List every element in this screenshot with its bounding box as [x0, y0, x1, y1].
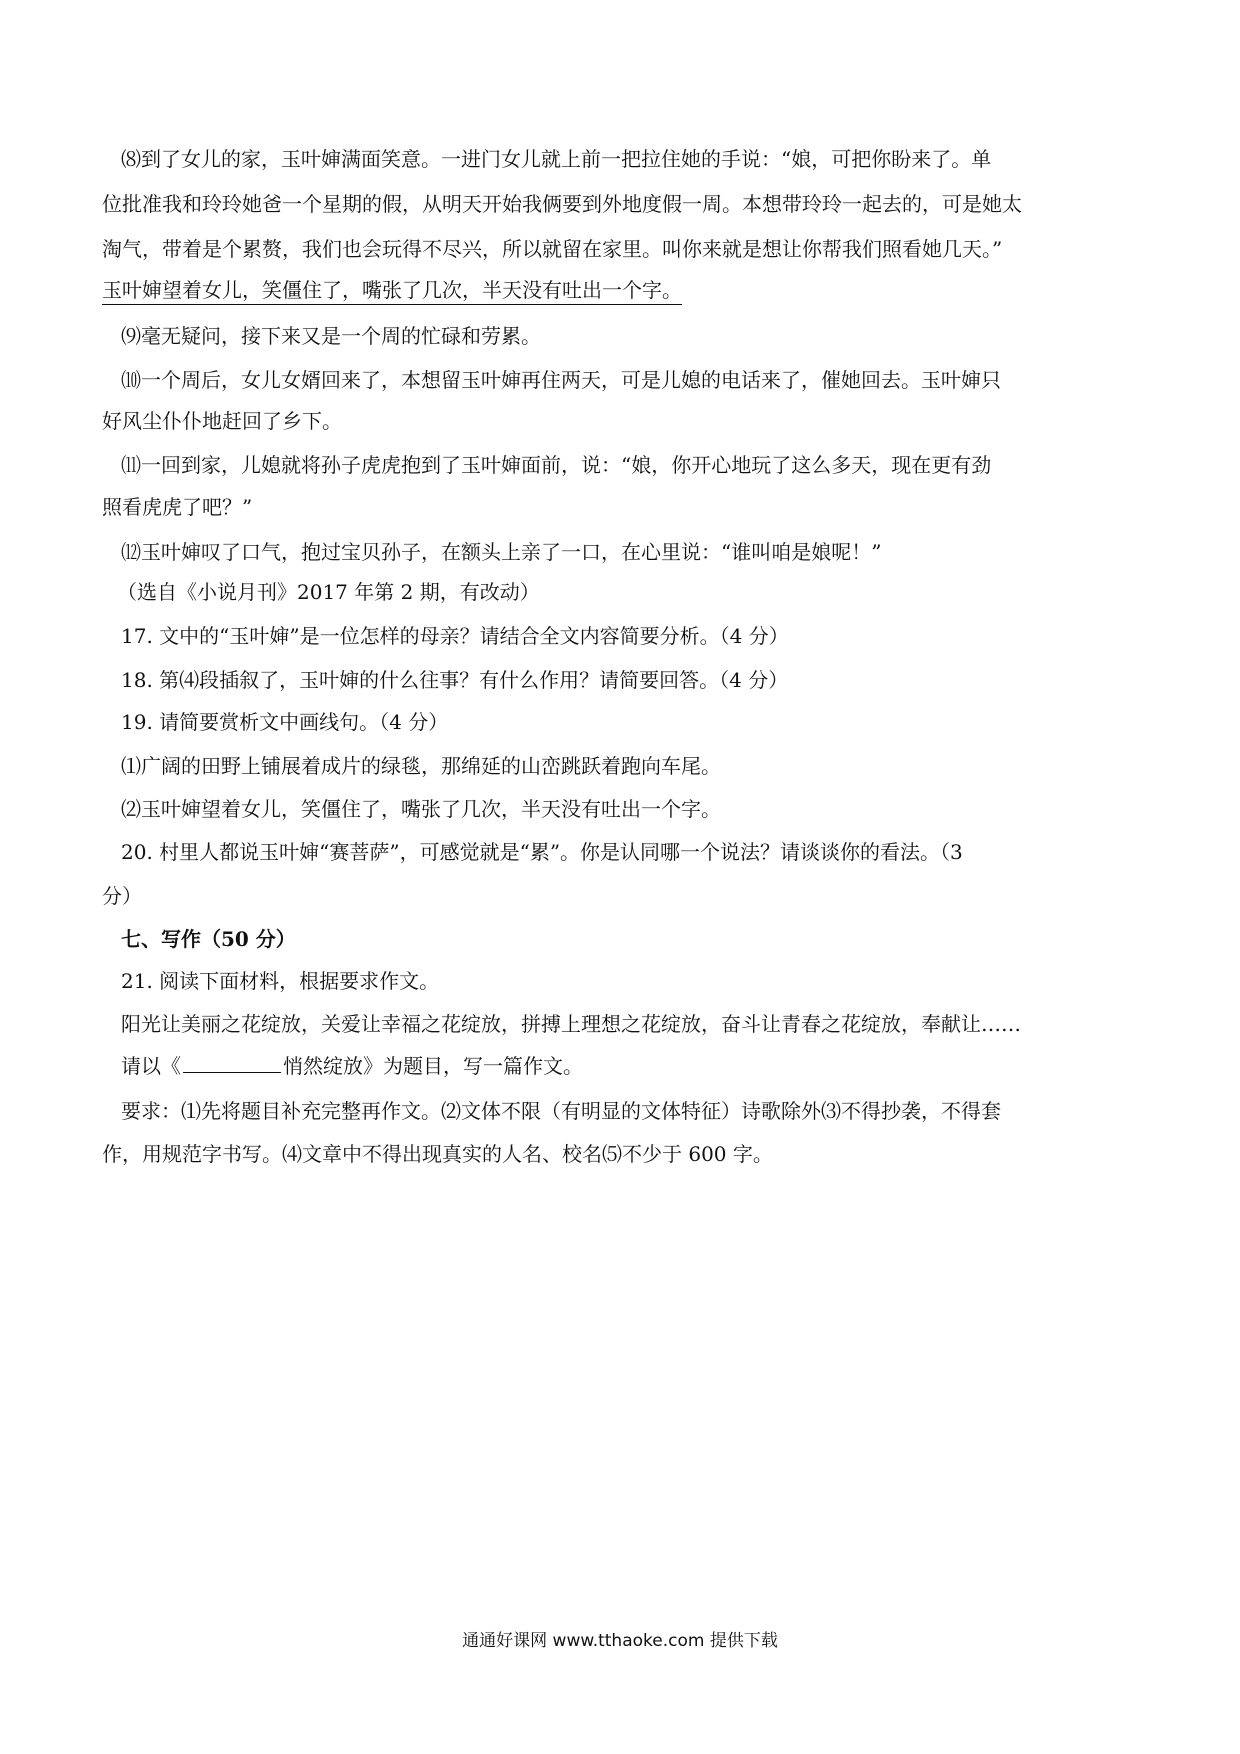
- footer-watermark: 通通好课网 www.tthaoke.com 提供下载: [462, 1631, 778, 1651]
- paragraph-12: ⑿玉叶婶叹了口气，抱过宝贝孙子，在额头上亲了一口，在心里说：“谁叫咱是娘呢！”: [121, 540, 882, 564]
- paragraph-10-line-1: ⑽一个周后，女儿女婿回来了，本想留玉叶婶再住两天，可是儿媳的电话来了，催她回去。玉叶婶只: [121, 368, 1001, 392]
- question-19: 19. 请简要赏析文中画线句。（4 分）: [121, 710, 449, 734]
- essay-prompt: [121, 1052, 583, 1080]
- paragraph-9: ⑼毫无疑问，接下来又是一个周的忙碌和劳累。: [121, 324, 541, 348]
- paragraph-10-line-2: 好风尘仆仆地赶回了乡下。: [102, 409, 342, 433]
- source-note: （选自《小说月刊》2017 年第 2 期，有改动）: [117, 580, 540, 604]
- paragraph-8-line-1: ⑻到了女儿的家，玉叶婶满面笑意。一进门女儿就上前一把拉住她的手说：“娘，可把你盼来了。单: [121, 147, 992, 171]
- underlined-sentence: [102, 276, 682, 304]
- underlined-sentence-text: 玉叶婶望着女儿，笑僵住了，嘴张了几次，半天没有吐出一个字。: [102, 278, 682, 305]
- question-19-item-2: ⑵玉叶婶望着女儿，笑僵住了，嘴张了几次，半天没有吐出一个字。: [121, 797, 721, 821]
- paragraph-8-line-2: 位批准我和玲玲她爸一个星期的假，从明天开始我俩要到外地度假一周。本想带玲玲一起去的，可是她太: [102, 192, 1022, 216]
- paragraph-11-line-2: 照看虎虎了吧？”: [102, 495, 253, 519]
- essay-material: 阳光让美丽之花绽放，关爱让幸福之花绽放，拼搏上理想之花绽放，奋斗让青春之花绽放，奉献让……: [121, 1012, 1021, 1036]
- question-17: 17. 文中的“玉叶婶”是一位怎样的母亲？请结合全文内容简要分析。（4 分）: [121, 624, 789, 648]
- question-20-line-1: 20. 村里人都说玉叶婶“赛菩萨”，可感觉就是“累”。你是认同哪一个说法？请谈谈你的看法。（3: [121, 840, 963, 864]
- paragraph-8-line-3: 淘气，带着是个累赘，我们也会玩得不尽兴，所以就留在家里。叫你来就是想让你帮我们照看她几天。”: [102, 237, 1003, 261]
- question-19-item-1: ⑴广阔的田野上铺展着成片的绿毯，那绵延的山峦跳跃着跑向车尾。: [121, 754, 721, 778]
- question-21: 21. 阅读下面材料，根据要求作文。: [121, 969, 440, 993]
- requirements-line-1: 要求：⑴先将题目补充完整再作文。⑵文体不限（有明显的文体特征）诗歌除外⑶不得抄袭，不得套: [121, 1099, 1001, 1123]
- requirements-line-2: 作，用规范字书写。⑷文章中不得出现真实的人名、校名⑸不少于 600 字。: [102, 1142, 773, 1166]
- essay-prompt-after: 悄然绽放》为题目，写一篇作文。: [283, 1054, 583, 1078]
- question-18: 18. 第⑷段插叙了，玉叶婶的什么往事？有什么作用？请简要回答。（4 分）: [121, 668, 789, 692]
- essay-prompt-before: 请以《: [121, 1054, 181, 1078]
- paragraph-11-line-1: ⑾一回到家，儿媳就将孙子虎虎抱到了玉叶婶面前，说：“娘，你开心地玩了这么多天，现在更有劲: [121, 453, 992, 477]
- title-blank: [183, 1052, 281, 1073]
- question-20-line-2: 分）: [102, 884, 142, 908]
- section-7-heading: 七、写作（50 分）: [121, 927, 296, 951]
